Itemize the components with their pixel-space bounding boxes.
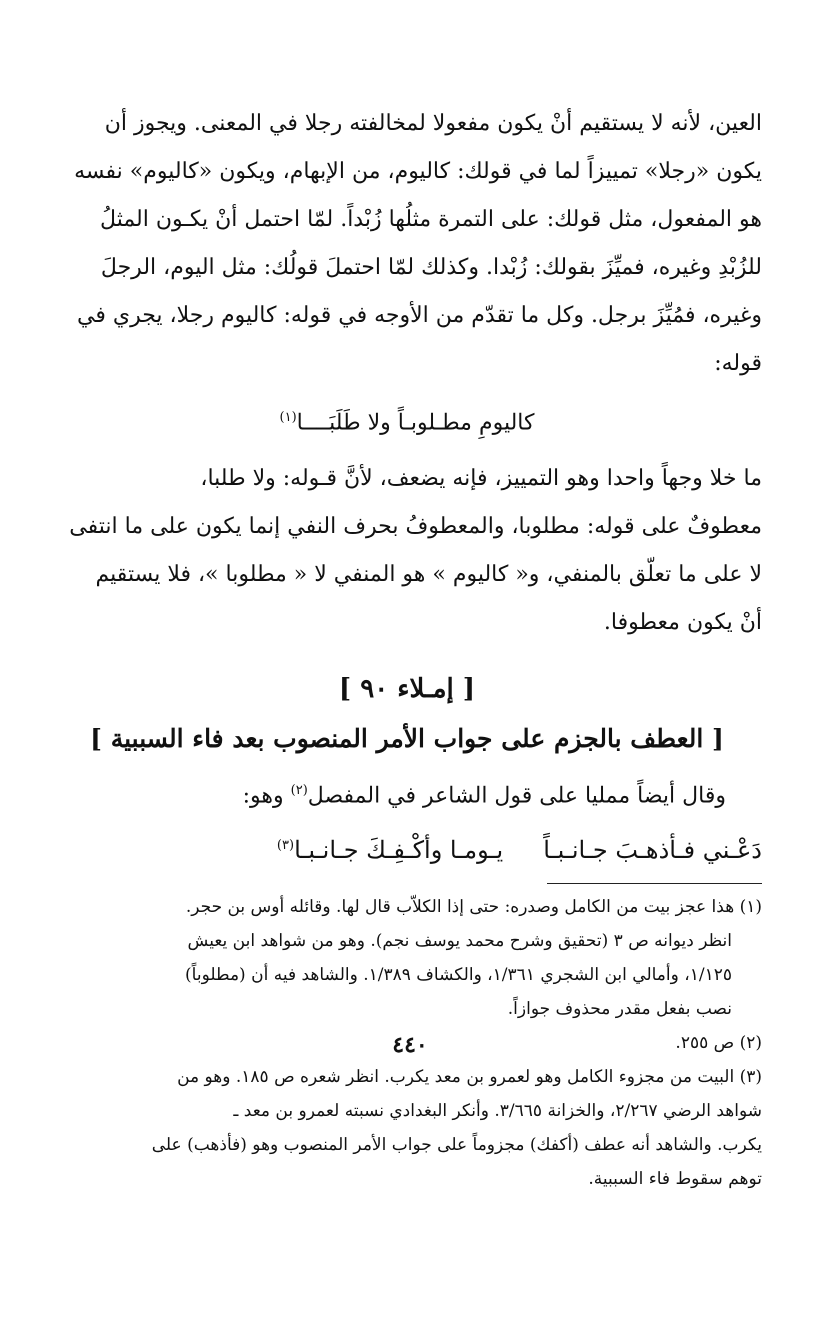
verse-hemistich-b: يـومـا وأكْـفِـكَ جـانـبـا [294, 835, 504, 864]
footnote-divider [547, 883, 762, 884]
footnote-1 [52, 890, 762, 1026]
footnote-line: (١) هذا عجز بيت من الكامل وصدره: حتى إذا الكلاّب قال لها. وقائله أوس بن حجر. [185, 896, 762, 917]
footnote-line: (٣) البيت من مجزوء الكامل وهو لعمرو بن معد يكرب. انظر شعره ص ١٨٥. وهو من [177, 1066, 762, 1087]
verse-hemistich-b: ولا طَلَبَــــا [296, 410, 391, 436]
footnote-ref: (٣) [276, 837, 295, 853]
text-line: للزُبْدِ وغيره، فميِّزَ بقولك: زُبْدا. وكذلك لمّا احتملَ قولُك: مثل اليوم، الرجلَ [100, 255, 762, 280]
footnote-line: ١/١٢٥، وأمالي ابن الشجري ١/٣٦١، والكشاف ١/٣٨٩. والشاهد فيه أن (مطلوباً) [185, 964, 732, 985]
intro-text: وقال أيضاً ممليا على قول الشاعر في المفصل [307, 783, 726, 809]
intro-tail: وهو: [242, 783, 291, 809]
section-number-heading: [ إمـلاء ٩٠ ] [338, 674, 476, 705]
intro-line [52, 767, 762, 820]
verse-hemistich-a: دَعْـني فـأذهـبَ جـانـبـاً [543, 835, 762, 864]
text-line: وغيره، فمُيِّزَ برجل. وكل ما تقدّم من الأوجه في قوله: كاليوم رجلا، يجري في [77, 303, 762, 328]
footnote-ref: (١) [279, 410, 297, 425]
footnote-line: (٢) ص ٢٥٥. [675, 1032, 762, 1053]
footnote-line: توهم سقوط فاء السببية. [588, 1168, 762, 1189]
text-line: العين، لأنه لا يستقيم أنْ يكون مفعولا لمخالفته رجلا في المعنى. ويجوز أن [104, 111, 762, 136]
poetry-verse [52, 821, 762, 875]
page-number: ٤٤٠ [392, 1032, 428, 1058]
text-line: قوله: [714, 351, 762, 376]
quoted-verse [52, 394, 762, 447]
paragraph-1 [52, 100, 762, 388]
footnote-line: يكرب. والشاهد أنه عطف (أكفك) مجزوماً على جواب الأمر المنصوب وهو (فأذهب) على [151, 1134, 762, 1155]
footnote-line: شواهد الرضي ٢/٢٦٧، والخزانة ٣/٦٦٥. وأنكر البغدادي نسبته لعمرو بن معد ـ [233, 1100, 762, 1121]
text-line: لا على ما تعلّق بالمنفي، و« كاليوم » هو المنفي لا « مطلوبا »، فلا يستقيم [95, 562, 762, 588]
text-line: أنْ يكون معطوفا. [603, 610, 762, 636]
text-line: هو المفعول، مثل قولك: على التمرة مثلُها زُبْداً. لمّا احتمل أنْ يكـون المثلُ [100, 207, 762, 232]
text-line: ما خلا وجهاً واحدا وهو التمييز، فإنه يضعف، لأنَّ قـوله: ولا طلبا، [200, 466, 762, 492]
footnote-ref: (٢) [290, 783, 308, 799]
paragraph-2 [52, 455, 762, 647]
text-line: معطوفٌ على قوله: مطلوبا، والمعطوفُ بحرف النفي إنما يكون على ما انتفى [69, 514, 762, 540]
footnote-line: نصب بفعل مقدر محذوف جوازاً. [507, 998, 732, 1019]
section-title-heading: [ العطف بالجزم على جواب الأمر المنصوب بعد فاء السببية ] [90, 724, 724, 754]
text-line: يكون «رجلا» تمييزاً لما في قولك: كاليوم، من الإبهام، ويكون «كاليوم» نفسه [74, 159, 762, 184]
verse-hemistich-a: كاليومِ مطـلوبـاً [397, 410, 535, 436]
footnote-line: انظر ديوانه ص ٣ (تحقيق وشرح محمد يوسف نجم). وهو من شواهد ابن يعيش [187, 930, 732, 951]
footnote-3 [52, 1060, 762, 1196]
